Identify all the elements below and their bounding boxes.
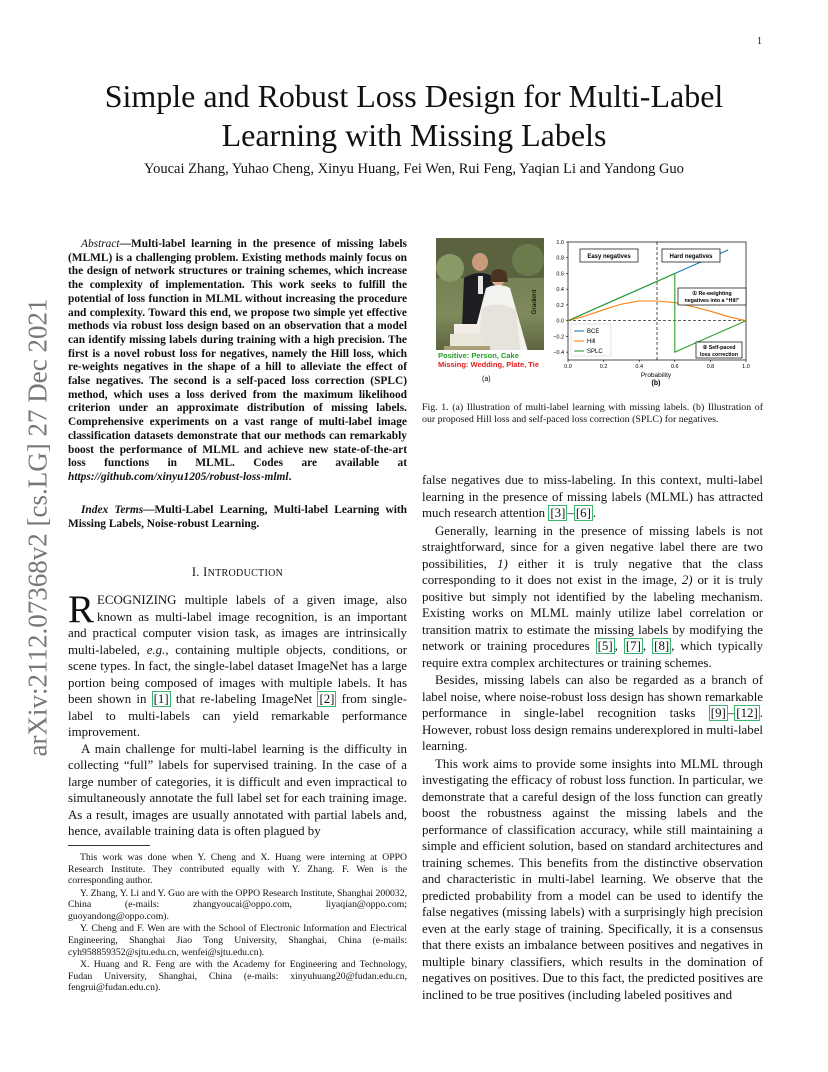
subfigure-a-label: (a) (482, 376, 491, 383)
y-tick-label: 0.2 (556, 302, 564, 309)
x-tick-label: 0.8 (706, 364, 715, 370)
right-paragraph-4: This work aims to provide some insights into MLML through investigating the efficacy of robust loss function. In particular, we demonstrate that a careful design of the loss function can greatly boost the robustness against the missing labels and the performance of classification accuracy, while still maintaining a simple and efficient solution, based on standard architectures and training schemes. This benefits from the distinctive observation and characteristic in multi-label learning. We observe that the predicted probability from a model can be used to identify the false negatives (missing labels) with a surprisingly high precision even at the early stage of training. Specifically, it is a consensus that there exists an imbalance between positives and negatives in multiple binary classifiers, which results in the domination of negatives on positives. Due to this fact, the predicted positives are inclined to be true positives (including labeled positives and (422, 756, 763, 1002)
abstract-code-url[interactable]: https://github.com/xinyu1205/robust-loss-mlml (68, 470, 289, 483)
intro-p1-eg: e.g. (146, 642, 166, 657)
section-heading (68, 565, 407, 580)
y-tick-label: 0.4 (556, 287, 564, 294)
y-tick-label: 0.6 (556, 271, 564, 278)
footnote-4: X. Huang and R. Feng are with the Academy for Engineering and Technology, Fudan University, Shanghai, China (e-mails: xinyuhuang20@fudan.edu.cn, fengrui@fudan.edu.cn). (68, 958, 407, 994)
rp2-i1: 1) (497, 556, 508, 571)
y-tick-label: 0.8 (556, 255, 564, 262)
footnote-3: Y. Cheng and F. Wen are with the School of Electronic Information and Electrical Engineering, Shanghai Jiao Tong University, Shanghai, China (e-mails: cyh958859352@sjtu.edu.cn, wenfei@sjtu.edu.cn). (68, 923, 407, 958)
x-tick-label: 1.0 (742, 364, 750, 370)
rp2-comma-2: , (642, 639, 653, 653)
rp2-d: , which typically require extra complex architectures or training schemes. (422, 639, 764, 670)
citation-5[interactable]: [5] (597, 639, 613, 653)
intro-p1-a: ECOGNIZING multiple labels of a given image, also known as multi-label image recognition, is an important and practical computer vision task, as images are intrinsically multi-labeled, (68, 593, 407, 657)
footnote-2: Y. Zhang, Y. Li and Y. Guo are with the OPPO Research Institute, Shanghai 200032, China (e-mails: zhangyoucai@oppo.com, liyaqian@oppo.com; guoyandong@oppo.com). (68, 887, 407, 923)
rp2-a: Generally, learning in the presence of missing labels is not straightforward, since for a given negative label there are two possibilities, (422, 523, 763, 571)
reweighting-line-2: negatives into a “Hill” (684, 298, 740, 304)
abstract (68, 238, 407, 485)
rp2-c: or it is truly positive but simply not identified by the labeling mechanism. Existing works on MLML mainly utilize label correlation or transition matrix to estimate the missing labels by modifying the network or training procedures (422, 573, 763, 653)
right-paragraph-1 (422, 472, 763, 522)
title-line-1: Simple and Robust Loss Design for Multi-Label (104, 78, 724, 114)
right-paragraph-2 (422, 523, 763, 672)
subfigure-b-label: (b) (651, 380, 661, 387)
positive-labels: Positive: Person, Cake (438, 351, 519, 360)
citation-9[interactable]: [9] (710, 706, 726, 720)
index-terms-lead: Index Terms (81, 504, 144, 516)
self-paced-line-2: loss correction (700, 352, 738, 358)
self-paced-line-1: ② Self-paced (702, 345, 736, 351)
abstract-end: . (288, 470, 292, 483)
right-paragraph-3 (422, 672, 763, 755)
easy-negatives-label: Easy negatives (587, 254, 631, 260)
footnote-1: This work was done when Y. Cheng and X. Huang were interning at OPPO Research Institute. They contributed equally with Y. Zhang. F. Wen is the corresponding author. (68, 852, 407, 887)
intro-p1-c: that re-labeling ImageNet (170, 692, 318, 706)
rp1-dash: – (567, 506, 574, 520)
figure-caption: Fig. 1. (a) Illustration of multi-label learning with missing labels. (b) Illustration of our proposed Hill loss and self-paced loss correction (SPLC) for negatives. (422, 402, 763, 425)
index-terms (68, 504, 407, 531)
rp3-dash: – (727, 706, 735, 720)
introduction-body (68, 588, 408, 840)
intro-paragraph-2: A main challenge for multi-label learning is the difficulty in collecting “full” labels for supervised training. In the case of a large number of categories, it is difficult and even impractical to simultaneously annotate the full label set for each training image. As a result, images are usually annotated with partial labels and, hence, available training data is often plagued by (68, 741, 407, 838)
section-title-rest: NTRODUCTION (207, 568, 284, 579)
paper-title (60, 77, 768, 155)
x-tick-label: 0.6 (670, 364, 679, 370)
citation-8[interactable]: [8] (654, 639, 670, 653)
footnotes (68, 852, 407, 994)
missing-labels: Missing: Wedding, Plate, Tie (438, 360, 539, 369)
rp2-i2: 2) (681, 573, 693, 587)
intro-p1-b: , containing multiple objects, conditions, or scene types. In fact, the single-label dataset ImageNet has a large portion being composed of images with multiple labels. It has been shown in (68, 642, 407, 706)
x-axis-label: Probability (640, 372, 672, 379)
right-column-body (422, 472, 763, 1004)
y-tick-label: −0.4 (553, 350, 564, 357)
x-tick-label: 0.4 (635, 364, 644, 370)
section-number: I. (191, 565, 204, 579)
citation-3[interactable]: [3] (550, 506, 566, 520)
page-number: 1 (757, 36, 762, 47)
x-tick-label: 0.0 (564, 364, 572, 370)
citation-7[interactable]: [7] (625, 639, 641, 653)
abstract-text: —Multi-label learning in the presence of missing labels (MLML) is a challenging problem. Existing methods mainly focus on the design of network structures or training schemes, which increase the complexity of implementation. This work seeks to fulfill the potential of loss function in MLML without increasing the procedure and complexity. Toward this end, we propose two simple yet effective methods via robust loss design based on an observation that a model can identify missing labels during training with a high precision. The first is a novel robust loss for negatives, namely the Hill loss, which re-weights negatives in the shape of a hill to alleviate the effect of false negatives. The second is a self-paced loss correction (SPLC) method, which uses a loss derived from the maximum likelihood criterion under an approximate distribution of missing labels. Comprehensive experiments on a vast range of multi-label image classification datasets demonstrate that our methods can remarkably boost the performance of MLML and achieve new state-of-the-art loss functions in MLML. Codes are available at (68, 238, 407, 470)
y-axis-label: Gradient (531, 289, 538, 315)
arxiv-stamp-text: arXiv:2112.07368v2 [cs.LG] 27 Dec 2021 (22, 298, 53, 756)
index-terms-text: —Multi-Label Learning, Multi-label Learning with Missing Labels, Noise-robust Learning. (68, 504, 407, 530)
rp2-b: either it is truly negative that the class corresponding to it does not exist in the image, (422, 556, 763, 587)
hard-negatives-label: Hard negatives (669, 254, 713, 260)
drop-cap: R (68, 588, 95, 631)
citation-12[interactable]: [12] (736, 706, 758, 720)
rp3-b: . However, robust loss design remains underexplored in multi-label learning. (422, 706, 763, 753)
legend-label-splc: SPLC (587, 349, 603, 355)
reweighting-line-1: ① Re-weighting (692, 291, 732, 297)
x-tick-label: 0.2 (599, 364, 608, 370)
section-title-first: I (203, 565, 208, 579)
legend-label-bce: BCE (587, 329, 600, 335)
abstract-lead: Abstract (81, 238, 120, 250)
rp2-comma-1: , (614, 639, 624, 653)
rp3-a: Besides, missing labels can also be regarded as a branch of label noise, where noise-robust loss design has shown remarkable performance in single-label recognition tasks (422, 673, 763, 720)
citation-2[interactable]: [2] (319, 692, 335, 706)
title-line-2: Learning with Missing Labels (221, 117, 607, 153)
intro-paragraph-1 (68, 588, 408, 741)
footnote-rule (68, 845, 150, 846)
citation-1[interactable]: [1] (153, 692, 169, 706)
legend-label-hill: Hill (587, 339, 596, 345)
y-tick-label: 0.0 (556, 318, 564, 325)
arxiv-stamp (12, 292, 64, 762)
legend (571, 324, 611, 356)
y-tick-label: −0.2 (553, 334, 564, 341)
y-tick-label: 1.0 (556, 240, 564, 246)
author-list: Youcai Zhang, Yuhao Cheng, Xinyu Huang, Fei Wen, Rui Feng, Yaqian Li and Yandong Guo (144, 161, 684, 177)
citation-6[interactable]: [6] (575, 506, 591, 520)
gradient-chart (528, 232, 758, 392)
rp1-text: false negatives due to miss-labeling. In this context, multi-label learning in the presence of missing labels (MLML) has attracted much research attention (422, 473, 763, 520)
intro-p1-d: from single-label to multi-labels can yield remarkable performance improvement. (68, 692, 408, 739)
rp1-end: . (592, 506, 597, 520)
